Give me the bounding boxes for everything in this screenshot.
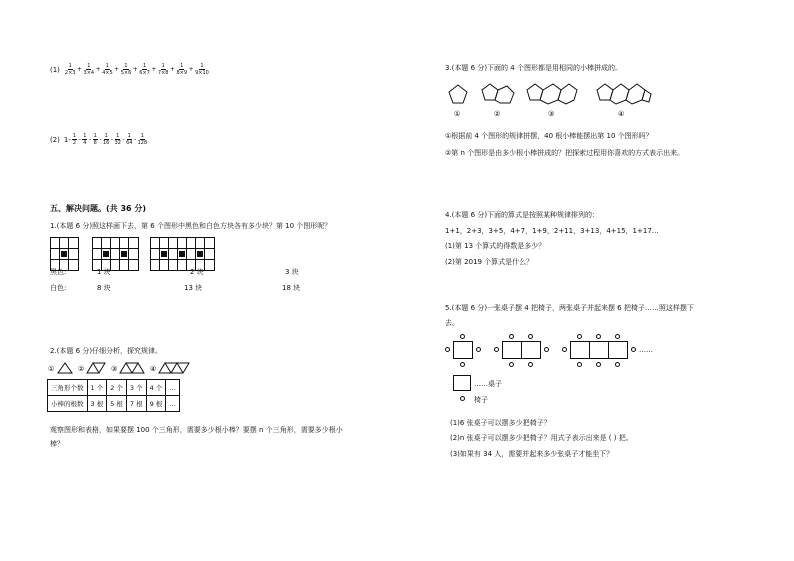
problem-4-text: 4.(本题 6 分)下面的算式是按照某种规律排列的： xyxy=(445,211,600,219)
numerator: 1 xyxy=(180,63,184,69)
numerator: 1 xyxy=(93,133,97,139)
white-value-2: 13 块 xyxy=(184,284,203,292)
numerator: 1 xyxy=(87,63,91,69)
equation-1-label: (1) xyxy=(50,65,60,74)
denominator: 8 xyxy=(93,140,97,146)
problem-5-question-2: (2)n 张桌子可以摆多少把椅子？用式子表示出来是 ( ) 把。 xyxy=(450,434,633,442)
triangle-2a-icon xyxy=(87,363,99,373)
operator: + xyxy=(114,66,120,73)
fraction xyxy=(176,63,187,76)
fraction xyxy=(93,133,98,146)
fraction xyxy=(139,63,150,76)
denominator: 5×6 xyxy=(120,70,132,76)
problem-4-question-2: (2)第 2019 个算式是什么？ xyxy=(445,258,534,266)
fraction xyxy=(84,63,95,76)
operator: - xyxy=(78,136,81,143)
pattern-figure-1 xyxy=(50,237,79,271)
problem-2-question-line-1: 观察图形和表格，如果要摆 100 个三角形，需要多少根小棒？要摆 n 个三角形，需要多少根小 xyxy=(50,426,343,434)
operator: + xyxy=(132,66,138,73)
denominator: 8×9 xyxy=(176,70,188,76)
table-cell: 4 个 xyxy=(146,380,166,396)
operator: - xyxy=(122,136,125,143)
denominator: 4 xyxy=(83,140,87,146)
fraction xyxy=(121,63,132,76)
operator: + xyxy=(151,66,157,73)
numerator: 1 xyxy=(127,133,131,139)
denominator: 16 xyxy=(102,140,110,146)
numerator: 1 xyxy=(200,63,204,69)
triangle-4-icon xyxy=(165,363,189,373)
legend-table-label: ……桌子 xyxy=(474,380,502,388)
denominator: 128 xyxy=(137,140,148,146)
problem-3-question-2: ②第 n 个图形是由多少根小棒拼成的？把探索过程用你喜欢的方式表示出来。 xyxy=(445,149,685,157)
operator: + xyxy=(76,66,83,73)
equation-2-lead: 1- xyxy=(63,135,71,144)
numerator: 1 xyxy=(124,63,128,69)
fraction xyxy=(138,133,148,146)
denominator: 3×4 xyxy=(83,70,95,76)
problem-5-text-line-2: 去。 xyxy=(445,319,459,327)
operator: - xyxy=(110,136,114,143)
marker-4: ④ xyxy=(150,365,157,373)
problem-2-question-line-2: 棒？ xyxy=(50,440,64,448)
marker-2: ② xyxy=(494,110,501,118)
fraction xyxy=(72,133,77,146)
numerator: 1 xyxy=(116,133,120,139)
fraction xyxy=(82,133,87,146)
problem-5-text-line-1: 5.(本题 6 分)一张桌子摆 4 把椅子，两张桌子并起来摆 6 把椅子……照这样摆下 xyxy=(445,304,694,312)
problem-3-question-1: ①根据前 4 个图形的规律拼摆，40 根小棒能摆出第 10 个图形吗？ xyxy=(445,132,653,140)
white-value-1: 8 块 xyxy=(97,284,111,292)
numerator: 1 xyxy=(142,63,147,69)
marker-3: ③ xyxy=(111,365,118,373)
problem-5-question-3: (3)如果有 34 人，需要并起来多少张桌子才能坐下？ xyxy=(450,450,614,458)
equation-2-label: (2) xyxy=(50,135,60,144)
table-cell: 3 根 xyxy=(87,396,107,412)
table-cell: 2 个 xyxy=(107,380,127,396)
fraction xyxy=(158,63,169,76)
table-cell: 9 根 xyxy=(146,396,166,412)
marker-1: ① xyxy=(48,365,55,373)
problem-2-text: 2.(本题 6 分)仔细分析，探究规律。 xyxy=(50,347,163,355)
table-cell: 3 个 xyxy=(126,380,146,396)
marker-3: ③ xyxy=(548,110,555,118)
problem-4-sequence: 1+1，2+3，3+5，4+7，1+9，2+11，3+13，4+15，1+17… xyxy=(445,227,659,235)
problem-1-text: 1.(本题 6 分)照这样画下去，第 6 个图形中黑色和白色方块各有多少块？第 10 个图形呢？ xyxy=(50,222,332,230)
denominator: 32 xyxy=(114,140,121,146)
black-value-3: 3 块 xyxy=(285,268,299,276)
triangle-1-icon xyxy=(58,363,72,373)
section-five-title: 五、解决问题。(共 36 分) xyxy=(50,204,147,213)
denominator: 64 xyxy=(126,140,133,146)
marker-4: ④ xyxy=(618,110,625,118)
equation-1 xyxy=(50,63,210,76)
marker-1: ① xyxy=(454,110,461,118)
numerator: 1 xyxy=(72,133,77,139)
legend-chair-label: 椅子 xyxy=(474,396,488,404)
marker-2: ② xyxy=(78,365,85,373)
fraction xyxy=(195,63,209,76)
numerator: 1 xyxy=(104,133,108,139)
black-label: 黑色: xyxy=(50,268,67,276)
denominator: 2 xyxy=(72,140,77,146)
equation-2 xyxy=(50,133,148,146)
fraction xyxy=(115,133,121,146)
denominator: 9×10 xyxy=(195,70,209,76)
operator: - xyxy=(133,136,137,143)
triangle-patterns xyxy=(48,361,208,377)
numerator: 1 xyxy=(161,63,165,69)
table-cell: … xyxy=(166,380,180,396)
pentagon-1-icon xyxy=(449,85,467,103)
operator: + xyxy=(95,66,101,73)
denominator: 2×3 xyxy=(64,70,76,76)
denominator: 6×7 xyxy=(139,70,150,76)
problem-5-question-1: (1)6 张桌子可以摆多少把椅子？ xyxy=(450,419,551,427)
denominator: 4×5 xyxy=(102,70,113,76)
sticks-table xyxy=(47,379,180,412)
table-cell: 7 根 xyxy=(126,396,146,412)
table-cell: 三角形个数 xyxy=(48,380,88,396)
fraction xyxy=(126,133,132,146)
legend-chair-circle xyxy=(460,396,465,401)
table-row xyxy=(48,380,180,396)
problem-3-text: 3.(本题 6 分)下面的 4 个图形都是用相同的小棒拼成的。 xyxy=(445,64,622,72)
denominator: 7×8 xyxy=(157,70,169,76)
white-label: 白色: xyxy=(50,284,67,292)
table-row xyxy=(48,396,180,412)
numerator: 1 xyxy=(68,63,72,69)
arrangement-dots: …… xyxy=(639,346,653,354)
operator: - xyxy=(88,136,92,143)
table-cell: 小棒的根数 xyxy=(48,396,88,412)
fraction xyxy=(102,63,113,76)
numerator: 1 xyxy=(83,133,87,139)
fraction xyxy=(65,63,76,76)
numerator: 1 xyxy=(105,63,109,69)
operator: + xyxy=(169,66,175,73)
pattern-figure-3 xyxy=(150,237,215,271)
pattern-figure-2 xyxy=(92,237,139,271)
pentagon-figures xyxy=(445,80,655,122)
operator: + xyxy=(188,66,194,73)
fraction xyxy=(103,133,109,146)
table-cell: 1 个 xyxy=(87,380,107,396)
operator: - xyxy=(99,136,102,143)
table-cell: 5 根 xyxy=(107,396,127,412)
white-value-3: 18 块 xyxy=(282,284,301,292)
legend-table-square xyxy=(453,375,471,391)
black-value-2: 2 块 xyxy=(190,268,204,276)
problem-4-question-1: (1)第 13 个算式的得数是多少？ xyxy=(445,242,546,250)
black-value-1: 1 块 xyxy=(97,268,111,276)
table-cell: … xyxy=(166,396,180,412)
numerator: 1 xyxy=(140,133,144,139)
triangle-2b-icon xyxy=(93,363,105,373)
